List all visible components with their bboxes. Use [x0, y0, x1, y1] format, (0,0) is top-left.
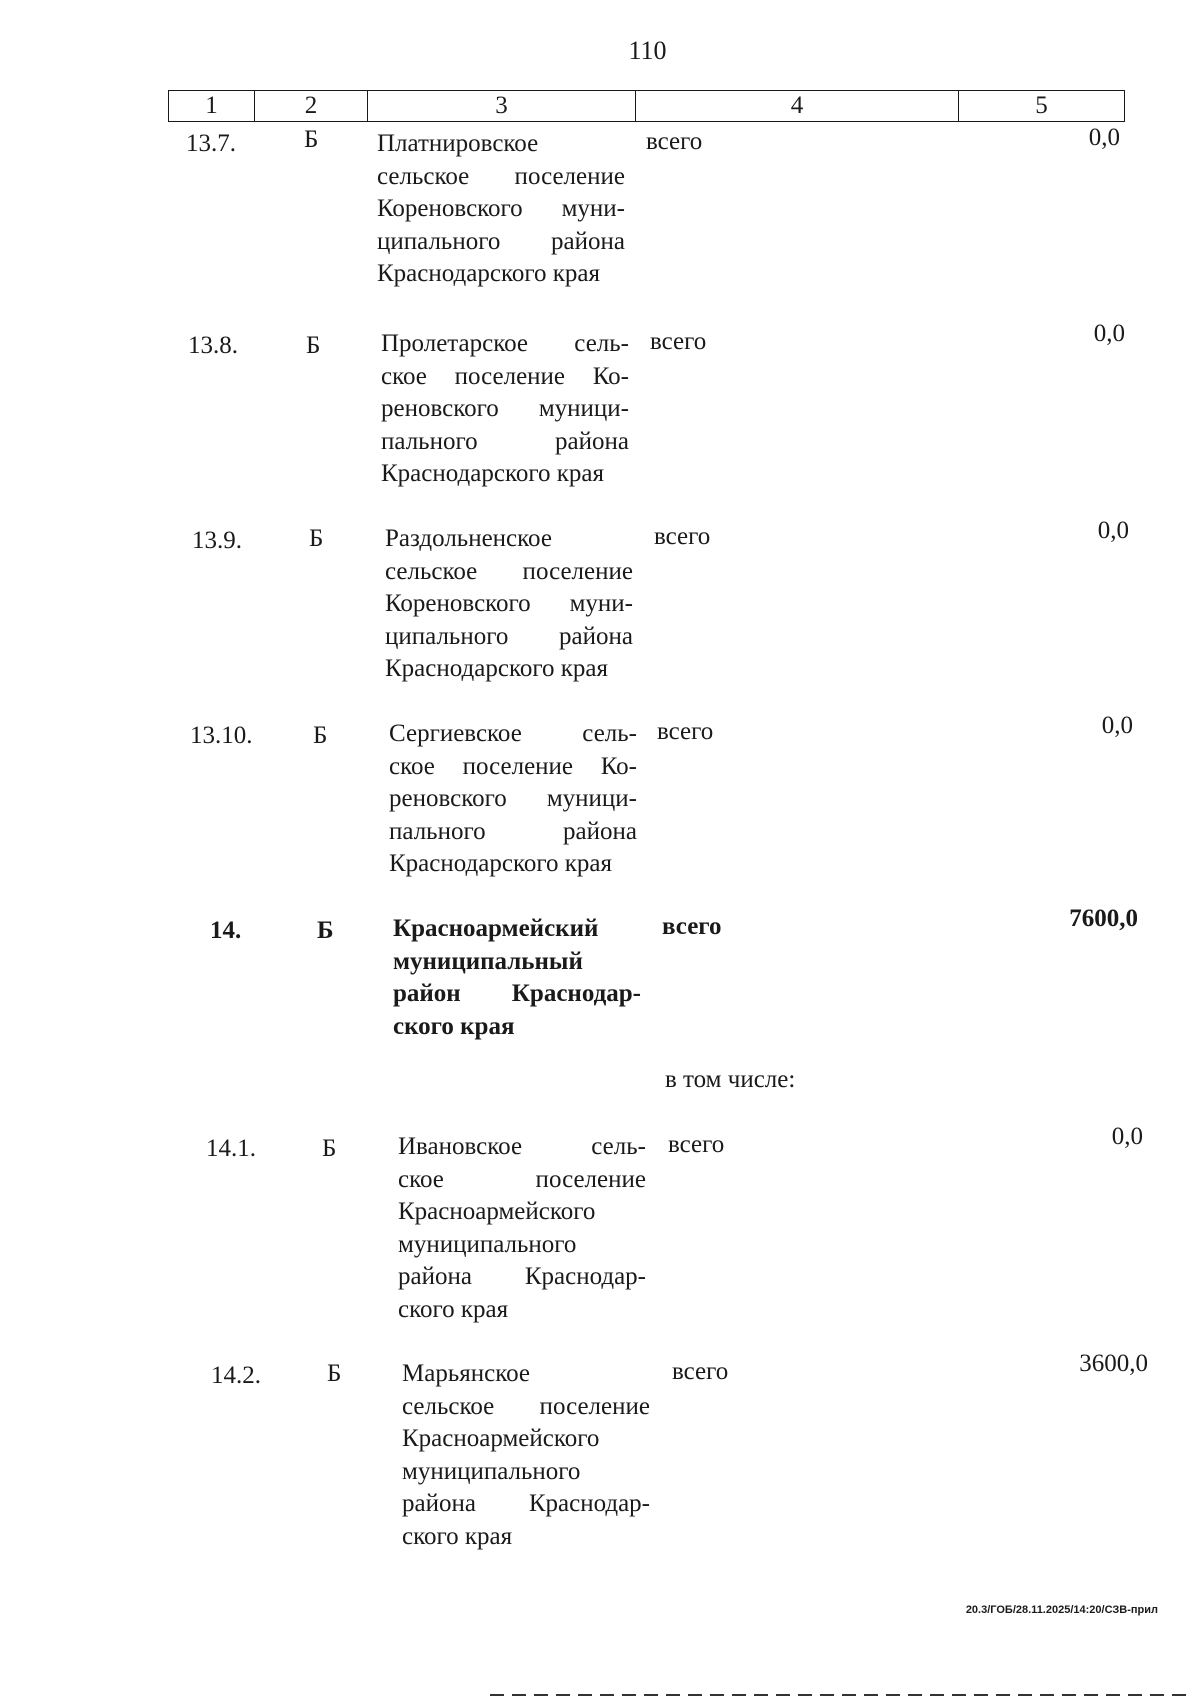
row-name-line: ское поселение: [398, 1165, 646, 1193]
row-number: 13.8.: [188, 332, 238, 359]
row-number: 14.2.: [211, 1362, 261, 1389]
row-name-line: реновского муници-: [381, 395, 629, 422]
row-kind: всего: [650, 328, 707, 355]
row-name: [393, 913, 641, 1043]
header-col-5: 5: [1035, 92, 1048, 119]
header-col-4: 4: [636, 91, 959, 121]
row-name-line: Кореновского муни-: [385, 590, 633, 617]
row-name: [402, 1358, 650, 1553]
row-name-line: ского края: [393, 1012, 515, 1040]
bottom-divider: [490, 1694, 1190, 1696]
page-number: 110: [628, 36, 667, 65]
row-name-line: Марьянское: [402, 1360, 530, 1387]
header-col-1: 1: [169, 91, 255, 121]
row-name: [385, 523, 633, 686]
row-name-line: ципального района: [385, 622, 633, 650]
row-kind: всего: [654, 523, 711, 550]
row-name-line: муниципального: [398, 1230, 577, 1258]
row-number: 13.7.: [186, 130, 236, 157]
row-name-line: Пролетарское сель-: [381, 330, 629, 357]
row-kind: всего: [662, 913, 722, 940]
row-name-line: Кореновского муни-: [377, 195, 625, 222]
row-name-line: Раздольненское: [385, 525, 552, 552]
row-category: Б: [327, 1360, 342, 1387]
row-kind: всего: [672, 1358, 729, 1385]
row-name-line: ского края: [402, 1522, 513, 1550]
row-value: 0,0: [1111, 1123, 1143, 1150]
row-name-line: ского края: [398, 1295, 509, 1323]
header-col-2: 2: [255, 91, 368, 121]
row-value: 7600,0: [1069, 905, 1138, 932]
row-name: [377, 128, 625, 291]
row-value: 0,0: [1093, 320, 1125, 347]
row-number: 13.10.: [190, 722, 253, 749]
row-name-line: муниципального: [402, 1457, 581, 1485]
row-name: [381, 328, 629, 491]
row-number: 14.1.: [206, 1135, 256, 1162]
row-value: 3600,0: [1079, 1350, 1148, 1377]
row-name-line: сельское поселение: [377, 162, 625, 190]
row-name-line: пального района: [381, 427, 629, 455]
row-name-line: муниципальный: [393, 947, 583, 975]
row-name-line: района Краснодар-: [402, 1490, 650, 1517]
row-name-line: Платнировское: [377, 130, 539, 157]
subheading-including: в том числе:: [665, 1066, 796, 1093]
row-name-line: реновского муници-: [389, 785, 637, 812]
table-header: [168, 90, 1125, 122]
row-name-line: Красноармейского: [398, 1198, 596, 1225]
row-name-line: район Краснодар-: [393, 980, 641, 1007]
row-kind: всего: [646, 128, 703, 155]
row-kind: всего: [668, 1131, 725, 1158]
row-category: Б: [317, 917, 334, 944]
row-value: 0,0: [1097, 517, 1129, 544]
row-name-line: Красноармейский: [393, 915, 599, 942]
row-name-line: пального района: [389, 817, 637, 845]
row-name-line: ципального района: [377, 227, 625, 255]
row-name-line: Сергиевское сель-: [389, 720, 637, 747]
row-name-line: Краснодарского края: [377, 260, 600, 287]
row-category: Б: [313, 722, 328, 749]
row-category: Б: [304, 126, 319, 153]
row-name-line: Краснодарского края: [381, 460, 604, 487]
row-name-line: сельское поселение: [385, 557, 633, 585]
row-name-line: Красноармейского: [402, 1425, 600, 1452]
row-name-line: Ивановское сель-: [398, 1133, 646, 1160]
row-category: Б: [309, 525, 324, 552]
header-col-3: 3: [368, 91, 636, 121]
row-name-line: Краснодарского края: [385, 655, 608, 682]
row-value: 0,0: [1101, 712, 1133, 739]
row-value: 0,0: [1088, 124, 1120, 151]
row-name-line: сельское поселение: [402, 1392, 650, 1420]
row-category: Б: [322, 1135, 337, 1162]
row-kind: всего: [657, 718, 714, 745]
row-name: [398, 1131, 646, 1326]
row-name: [389, 718, 637, 881]
row-name-line: ское поселение Ко-: [381, 362, 629, 390]
row-name-line: ское поселение Ко-: [389, 752, 637, 780]
row-number: 13.9.: [192, 527, 242, 554]
row-number: 14.: [210, 917, 242, 944]
document-reference-code: 20.3/ГОБ/28.11.2025/14:20/СЗВ-прил: [965, 1604, 1158, 1616]
row-category: Б: [306, 332, 321, 359]
row-name-line: Краснодарского края: [389, 850, 612, 877]
row-name-line: района Краснодар-: [398, 1263, 646, 1290]
